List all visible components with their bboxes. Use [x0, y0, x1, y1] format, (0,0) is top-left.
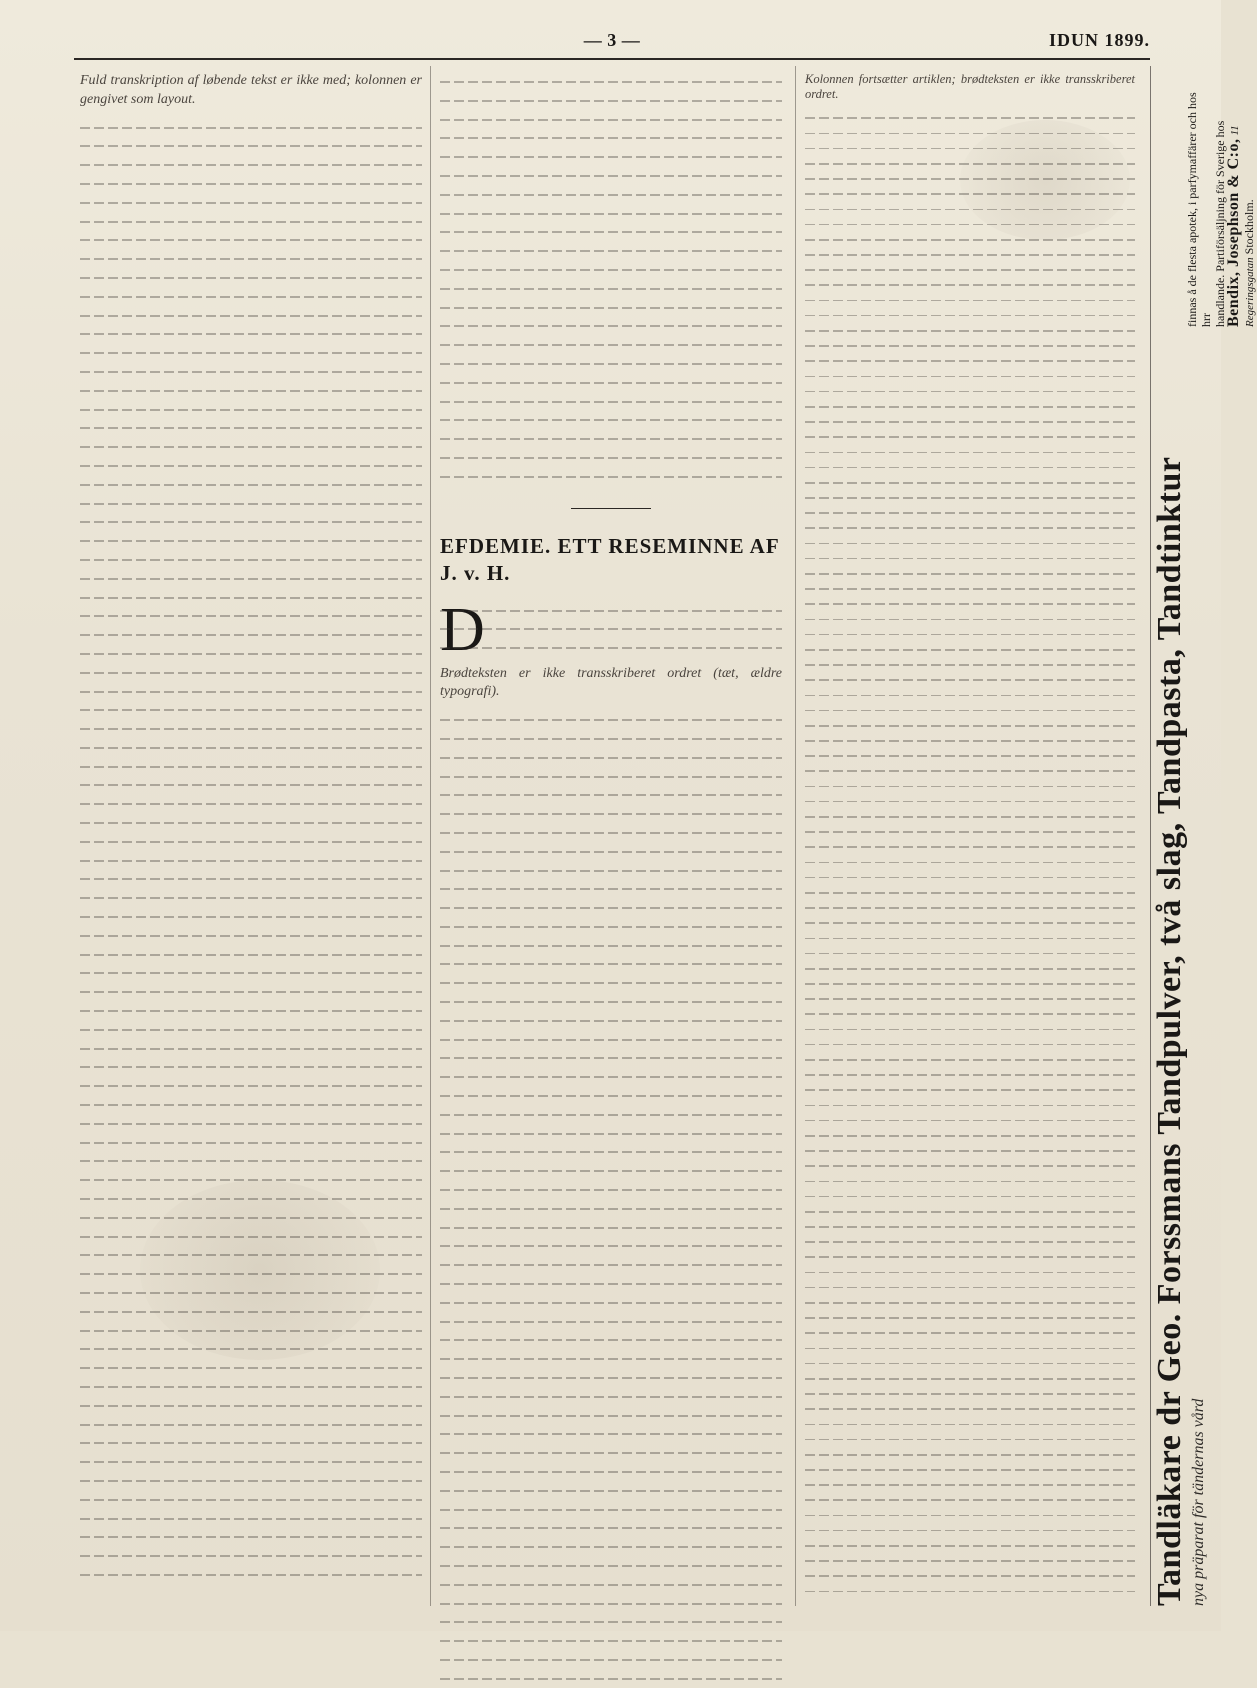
text-line	[805, 1037, 1135, 1052]
text-line	[805, 126, 1135, 141]
text-line	[805, 1280, 1135, 1295]
text-line	[440, 1462, 782, 1481]
text-line	[440, 936, 782, 955]
text-line	[440, 729, 782, 748]
text-line	[805, 232, 1135, 247]
text-line	[440, 1274, 782, 1293]
text-line	[80, 1095, 422, 1114]
ad-brand: Bendix, Josephson & C:o,	[1225, 138, 1242, 327]
text-line	[440, 1518, 782, 1537]
text-line	[440, 1199, 782, 1218]
section-rule	[571, 508, 651, 509]
text-line	[440, 1180, 782, 1199]
column-text-placeholder	[805, 110, 1135, 1598]
text-line	[805, 293, 1135, 308]
transcription-note: Brødteksten er ikke transskriberet ordret (tæt, ældre typografi).	[440, 665, 782, 700]
text-line	[805, 1006, 1135, 1021]
text-line	[80, 1208, 422, 1227]
text-line	[805, 581, 1135, 596]
text-line	[440, 861, 782, 880]
text-line	[805, 1568, 1135, 1583]
text-line	[80, 1377, 422, 1396]
text-line	[805, 763, 1135, 778]
text-line	[805, 445, 1135, 460]
text-line	[805, 566, 1135, 581]
text-line	[805, 718, 1135, 733]
text-line	[80, 682, 422, 701]
text-line	[440, 204, 782, 223]
column-text-placeholder	[80, 118, 422, 1584]
article-lead	[440, 595, 782, 665]
column-3	[805, 72, 1135, 1599]
ad-city: Stockholm.	[1242, 199, 1256, 255]
text-line	[80, 1471, 422, 1490]
text-line	[440, 147, 782, 166]
text-line	[805, 1113, 1135, 1128]
text-line	[80, 287, 422, 306]
text-line	[80, 663, 422, 682]
text-line	[80, 588, 422, 607]
text-line	[80, 945, 422, 964]
text-line	[805, 900, 1135, 915]
text-line	[440, 1406, 782, 1425]
text-line	[440, 898, 782, 917]
ad-main	[1145, 66, 1215, 1606]
text-line	[80, 1133, 422, 1152]
text-line	[805, 414, 1135, 429]
text-line	[80, 1020, 422, 1039]
text-line	[440, 222, 782, 241]
text-line	[805, 1417, 1135, 1432]
dropcap-letter: D	[440, 595, 485, 664]
text-line	[805, 277, 1135, 292]
text-line	[80, 569, 422, 588]
text-line	[805, 733, 1135, 748]
text-line	[80, 1170, 422, 1189]
text-line	[80, 1057, 422, 1076]
page-number: — 3 —	[583, 30, 641, 50]
issue-label: IDUN 1899.	[1048, 30, 1150, 50]
text-line	[805, 991, 1135, 1006]
text-line	[440, 392, 782, 411]
text-line	[805, 1128, 1135, 1143]
text-line	[805, 1265, 1135, 1280]
text-line	[440, 785, 782, 804]
text-line	[805, 1553, 1135, 1568]
text-line	[80, 531, 422, 550]
text-line	[805, 1098, 1135, 1113]
text-line	[805, 323, 1135, 338]
text-line	[440, 185, 782, 204]
text-line	[440, 166, 782, 185]
advertisement-sidebar	[1150, 66, 1256, 1606]
column-text-placeholder	[440, 72, 782, 486]
text-line	[805, 536, 1135, 551]
column-1	[80, 72, 422, 1584]
text-line	[805, 1082, 1135, 1097]
text-line	[805, 1538, 1135, 1553]
text-line	[805, 262, 1135, 277]
text-line	[80, 888, 422, 907]
text-line	[80, 813, 422, 832]
text-line	[440, 1086, 782, 1105]
text-line	[80, 1151, 422, 1170]
text-line	[805, 931, 1135, 946]
text-line	[80, 1415, 422, 1434]
text-line	[805, 308, 1135, 323]
ad-headline: Tandläkare dr Geo. Forssmans Tandpulver, två slag, Tandpasta, Tandtinktur	[1151, 456, 1188, 1606]
text-line	[80, 268, 422, 287]
text-line	[805, 1219, 1135, 1234]
text-line	[805, 1492, 1135, 1507]
text-line	[805, 1401, 1135, 1416]
text-line	[805, 353, 1135, 368]
text-line	[440, 917, 782, 936]
text-line	[805, 1386, 1135, 1401]
text-line	[80, 851, 422, 870]
text-line	[80, 1227, 422, 1246]
text-line	[80, 1396, 422, 1415]
text-line	[80, 494, 422, 513]
text-line	[805, 1204, 1135, 1219]
text-line	[805, 596, 1135, 611]
text-line	[80, 1546, 422, 1565]
text-line	[440, 710, 782, 729]
text-line	[440, 1669, 782, 1688]
text-line	[80, 400, 422, 419]
text-line	[440, 1255, 782, 1274]
text-line	[80, 155, 422, 174]
header-rule	[74, 58, 1150, 60]
text-line	[80, 719, 422, 738]
text-line	[80, 193, 422, 212]
text-line	[80, 1452, 422, 1471]
text-line	[440, 1349, 782, 1368]
text-line	[80, 381, 422, 400]
text-line	[80, 343, 422, 362]
text-line	[80, 1433, 422, 1452]
text-line	[805, 1462, 1135, 1477]
text-line	[80, 212, 422, 231]
text-line	[440, 429, 782, 448]
text-line	[440, 879, 782, 898]
text-line	[440, 1368, 782, 1387]
text-line	[805, 1189, 1135, 1204]
text-line	[440, 1575, 782, 1594]
text-line	[805, 475, 1135, 490]
article-title: EFDEMIE. ETT RESEMINNE AF J. v. H.	[440, 533, 779, 585]
text-line	[80, 775, 422, 794]
text-line	[805, 961, 1135, 976]
text-line	[440, 279, 782, 298]
text-line	[440, 1236, 782, 1255]
text-line	[80, 982, 422, 1001]
text-line	[440, 335, 782, 354]
column-text-placeholder	[440, 710, 782, 1687]
text-line	[440, 1443, 782, 1462]
text-line	[80, 306, 422, 325]
text-line	[805, 809, 1135, 824]
text-line	[80, 794, 422, 813]
text-line	[805, 1341, 1135, 1356]
text-line	[80, 249, 422, 268]
text-line	[80, 1001, 422, 1020]
text-line	[80, 869, 422, 888]
text-line	[805, 141, 1135, 156]
text-line	[440, 1537, 782, 1556]
text-line	[440, 128, 782, 147]
text-line	[805, 202, 1135, 217]
text-line	[440, 1124, 782, 1143]
text-line	[440, 1048, 782, 1067]
text-line	[440, 467, 782, 486]
text-line	[805, 1174, 1135, 1189]
text-line	[440, 260, 782, 279]
text-line	[80, 230, 422, 249]
text-line	[80, 644, 422, 663]
text-line	[805, 551, 1135, 566]
text-line	[440, 241, 782, 260]
text-line	[80, 550, 422, 569]
page-header	[74, 30, 1150, 54]
text-line	[805, 855, 1135, 870]
text-line	[805, 703, 1135, 718]
text-line	[80, 700, 422, 719]
text-line	[440, 992, 782, 1011]
text-line	[440, 1142, 782, 1161]
text-line	[440, 767, 782, 786]
text-line	[80, 963, 422, 982]
text-line	[80, 1189, 422, 1208]
text-line	[805, 657, 1135, 672]
text-line	[80, 456, 422, 475]
text-line	[80, 1565, 422, 1584]
text-line	[440, 1067, 782, 1086]
text-line	[805, 1584, 1135, 1599]
text-line	[805, 505, 1135, 520]
column-2	[440, 72, 782, 1688]
text-line	[440, 298, 782, 317]
text-line	[440, 91, 782, 110]
text-line	[805, 627, 1135, 642]
text-line	[80, 1114, 422, 1133]
ad-retail-line-1: finnas å de flesta apotek, i parfymaffärer och hos hrr	[1185, 92, 1213, 327]
text-line	[805, 1371, 1135, 1386]
text-line	[440, 1424, 782, 1443]
text-line	[80, 625, 422, 644]
text-line	[440, 1011, 782, 1030]
text-line	[805, 247, 1135, 262]
text-line	[805, 520, 1135, 535]
text-line	[805, 839, 1135, 854]
text-line	[80, 1509, 422, 1528]
text-line	[805, 110, 1135, 125]
text-line	[440, 1631, 782, 1650]
text-line	[80, 475, 422, 494]
text-line	[805, 672, 1135, 687]
text-line	[440, 823, 782, 842]
text-line	[80, 757, 422, 776]
text-line	[80, 1264, 422, 1283]
text-line	[80, 1490, 422, 1509]
text-line	[80, 136, 422, 155]
text-line	[805, 490, 1135, 505]
text-line	[805, 460, 1135, 475]
transcription-note: Kolonnen fortsætter artiklen; brødteksten er ikke transskriberet ordret.	[805, 72, 1135, 102]
text-line	[805, 794, 1135, 809]
text-line	[805, 779, 1135, 794]
text-line	[440, 1218, 782, 1237]
text-line	[440, 1556, 782, 1575]
text-line	[805, 915, 1135, 930]
text-line	[805, 1067, 1135, 1082]
text-line	[80, 1527, 422, 1546]
ad-address: 11 Regeringsgatan	[1229, 125, 1256, 327]
text-line	[80, 1076, 422, 1095]
text-line	[805, 1432, 1135, 1447]
text-line	[805, 1477, 1135, 1492]
text-line	[805, 186, 1135, 201]
text-line	[440, 373, 782, 392]
text-line	[805, 1052, 1135, 1067]
text-line	[440, 1105, 782, 1124]
text-line	[805, 1234, 1135, 1249]
text-line	[440, 954, 782, 973]
text-line	[440, 354, 782, 373]
text-line	[440, 1293, 782, 1312]
text-line	[805, 885, 1135, 900]
text-line	[440, 1387, 782, 1406]
text-line	[440, 110, 782, 129]
text-line	[805, 1508, 1135, 1523]
text-line	[440, 448, 782, 467]
text-line	[80, 1339, 422, 1358]
text-line	[80, 324, 422, 343]
text-line	[805, 1249, 1135, 1264]
transcription-note: Fuld transkription af løbende tekst er ikke med; kolonnen er gengivet som layout.	[80, 73, 422, 107]
text-line	[805, 1356, 1135, 1371]
text-line	[80, 118, 422, 137]
text-line	[80, 738, 422, 757]
text-line	[80, 1302, 422, 1321]
text-line	[805, 748, 1135, 763]
text-line	[805, 156, 1135, 171]
text-line	[80, 1245, 422, 1264]
text-line	[805, 399, 1135, 414]
text-line	[440, 1030, 782, 1049]
ad-retail-line-2: handlande. Partiförsäljning för Sverige hos	[1213, 120, 1227, 327]
text-line	[80, 832, 422, 851]
text-line	[440, 804, 782, 823]
text-line	[805, 824, 1135, 839]
text-line	[440, 1612, 782, 1631]
text-line	[440, 1330, 782, 1349]
text-line	[80, 1039, 422, 1058]
text-line	[440, 748, 782, 767]
text-line	[805, 217, 1135, 232]
text-line	[440, 1312, 782, 1331]
column-divider	[430, 66, 431, 1606]
text-line	[440, 1481, 782, 1500]
text-line	[805, 1447, 1135, 1462]
text-line	[805, 1022, 1135, 1037]
text-line	[440, 410, 782, 429]
text-line	[440, 1594, 782, 1613]
text-line	[440, 72, 782, 91]
text-line	[805, 1310, 1135, 1325]
text-line	[805, 369, 1135, 384]
text-line	[440, 1650, 782, 1669]
text-line	[80, 606, 422, 625]
text-line	[80, 418, 422, 437]
text-line	[80, 512, 422, 531]
text-line	[80, 362, 422, 381]
text-line	[80, 907, 422, 926]
text-line	[805, 612, 1135, 627]
text-line	[80, 437, 422, 456]
column-divider	[795, 66, 796, 1606]
text-line	[805, 1143, 1135, 1158]
text-line	[440, 316, 782, 335]
text-line	[805, 870, 1135, 885]
text-line	[805, 171, 1135, 186]
text-line	[80, 1321, 422, 1340]
text-line	[805, 384, 1135, 399]
text-line	[440, 973, 782, 992]
text-line	[805, 1295, 1135, 1310]
text-line	[440, 1500, 782, 1519]
text-line	[80, 1358, 422, 1377]
text-line	[440, 842, 782, 861]
text-line	[80, 1283, 422, 1302]
text-line	[805, 642, 1135, 657]
text-line	[805, 429, 1135, 444]
text-line	[805, 688, 1135, 703]
text-line	[805, 338, 1135, 353]
ad-subheadline: nya präparat för tändernas vård	[1190, 1398, 1207, 1606]
text-line	[805, 976, 1135, 991]
text-line	[80, 926, 422, 945]
text-line	[805, 1325, 1135, 1340]
text-line	[805, 1523, 1135, 1538]
text-line	[80, 174, 422, 193]
text-line	[805, 946, 1135, 961]
text-line	[805, 1158, 1135, 1173]
text-line	[440, 1161, 782, 1180]
lead-text-placeholder	[440, 595, 782, 664]
